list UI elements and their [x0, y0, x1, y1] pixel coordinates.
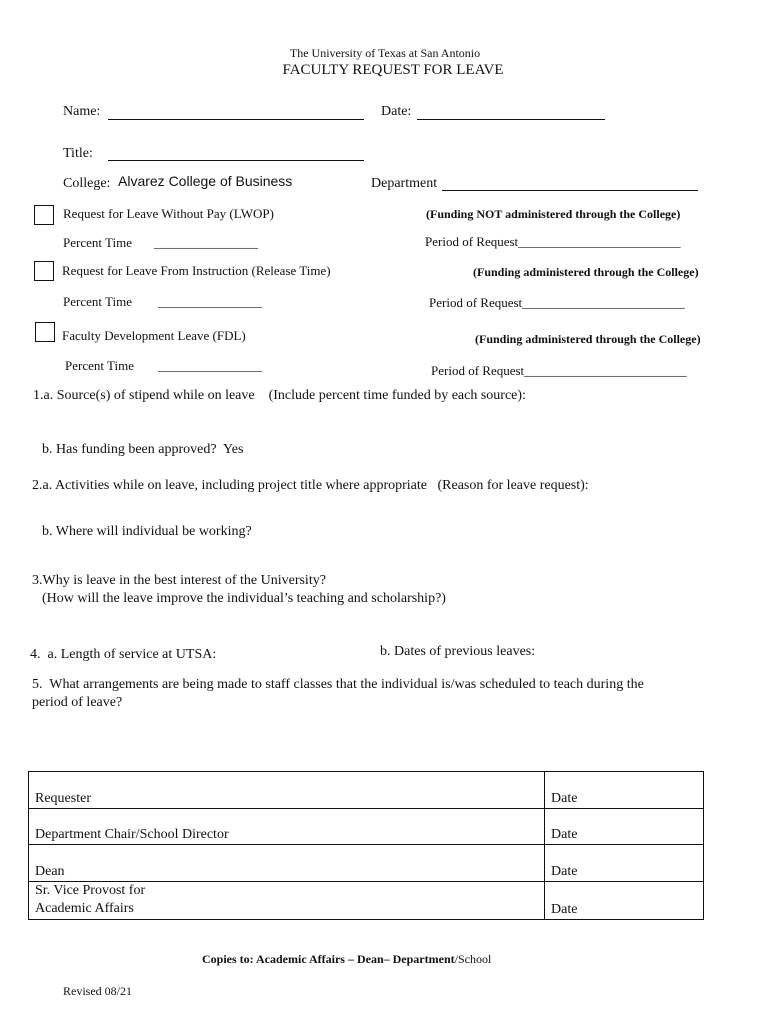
date-field[interactable] [417, 119, 605, 120]
lwop-period-label: Period of Request_________________________ [425, 234, 681, 249]
question-4b: b. Dates of previous leaves: [380, 644, 536, 659]
signature-role[interactable]: Department Chair/School Director [29, 809, 545, 845]
lwop-label: Request for Leave Without Pay (LWOP) [63, 206, 274, 221]
college-label: College: [63, 176, 111, 191]
question-1b: b. Has funding been approved? Yes [42, 442, 244, 457]
lwop-funding-note: (Funding NOT administered through the College) [426, 207, 681, 221]
signature-date[interactable]: Date [545, 772, 704, 809]
fdl-percent-label: Percent Time [65, 358, 134, 373]
question-2b: b. Where will individual be working? [42, 524, 252, 539]
question-5-continued: period of leave? [32, 695, 123, 710]
copies-rest: /School [454, 952, 492, 966]
release-time-label: Request for Leave From Instruction (Release Time) [62, 263, 331, 278]
name-label: Name: [63, 104, 101, 119]
title-label: Title: [63, 146, 93, 161]
title-field[interactable] [108, 160, 364, 161]
revised-date: Revised 08/21 [63, 984, 132, 998]
release-time-checkbox[interactable] [34, 261, 54, 281]
copies-distribution [202, 952, 491, 967]
question-5: 5. What arrangements are being made to staff classes that the individual is/was scheduled to teach during the [32, 677, 644, 692]
question-4a: 4. a. Length of service at UTSA: [30, 647, 217, 662]
university-name: The University of Texas at San Antonio [289, 46, 481, 60]
fdl-period-label: Period of Request_________________________ [431, 363, 687, 378]
signature-row-requester [29, 772, 704, 809]
department-label: Department [371, 176, 438, 191]
signature-date[interactable]: Date [545, 882, 704, 920]
signature-role[interactable]: Requester [29, 772, 545, 809]
signature-date[interactable]: Date [545, 845, 704, 882]
department-field[interactable] [442, 190, 698, 191]
signature-date[interactable]: Date [545, 809, 704, 845]
signature-role-line1: Sr. Vice Provost for [35, 883, 146, 898]
release-time-period-label: Period of Request_________________________ [429, 295, 685, 310]
question-2a: 2.a. Activities while on leave, including project title where appropriate (Reason for leave request): [32, 478, 589, 493]
release-time-period-field[interactable]: _________________________ [522, 295, 685, 310]
form-title: FACULTY REQUEST FOR LEAVE [282, 62, 504, 78]
fdl-percent-field[interactable]: ________________ [158, 358, 262, 373]
signature-row-chair [29, 809, 704, 845]
release-time-percent-label: Percent Time [63, 294, 132, 309]
lwop-period-field[interactable]: _________________________ [518, 234, 681, 249]
release-time-percent-field[interactable]: ________________ [158, 294, 262, 309]
lwop-percent-label: Percent Time [63, 235, 132, 250]
signature-role[interactable] [29, 882, 545, 920]
release-time-funding-note: (Funding administered through the College) [473, 265, 699, 279]
signature-row-dean [29, 845, 704, 882]
signature-table [28, 771, 704, 920]
fdl-period-field[interactable]: _________________________ [524, 363, 687, 378]
question-3-detail: (How will the leave improve the individual’s teaching and scholarship?) [42, 591, 446, 606]
college-value[interactable]: Alvarez College of Business [118, 173, 293, 189]
lwop-checkbox[interactable] [34, 205, 54, 225]
fdl-checkbox[interactable] [35, 322, 55, 342]
copies-bold: Copies to: Academic Affairs – Dean– Department [202, 952, 455, 966]
lwop-percent-field[interactable]: ________________ [154, 235, 258, 250]
question-3: 3.Why is leave in the best interest of the University? [32, 573, 326, 588]
signature-role-line2: Academic Affairs [35, 901, 134, 916]
signature-role[interactable]: Dean [29, 845, 545, 882]
signature-row-provost [29, 882, 704, 920]
fdl-label: Faculty Development Leave (FDL) [62, 328, 246, 343]
date-label: Date: [381, 104, 412, 119]
question-1a: 1.a. Source(s) of stipend while on leave (Include percent time funded by each source): [33, 388, 526, 403]
fdl-funding-note: (Funding administered through the College) [475, 332, 701, 346]
name-field[interactable] [108, 119, 364, 120]
